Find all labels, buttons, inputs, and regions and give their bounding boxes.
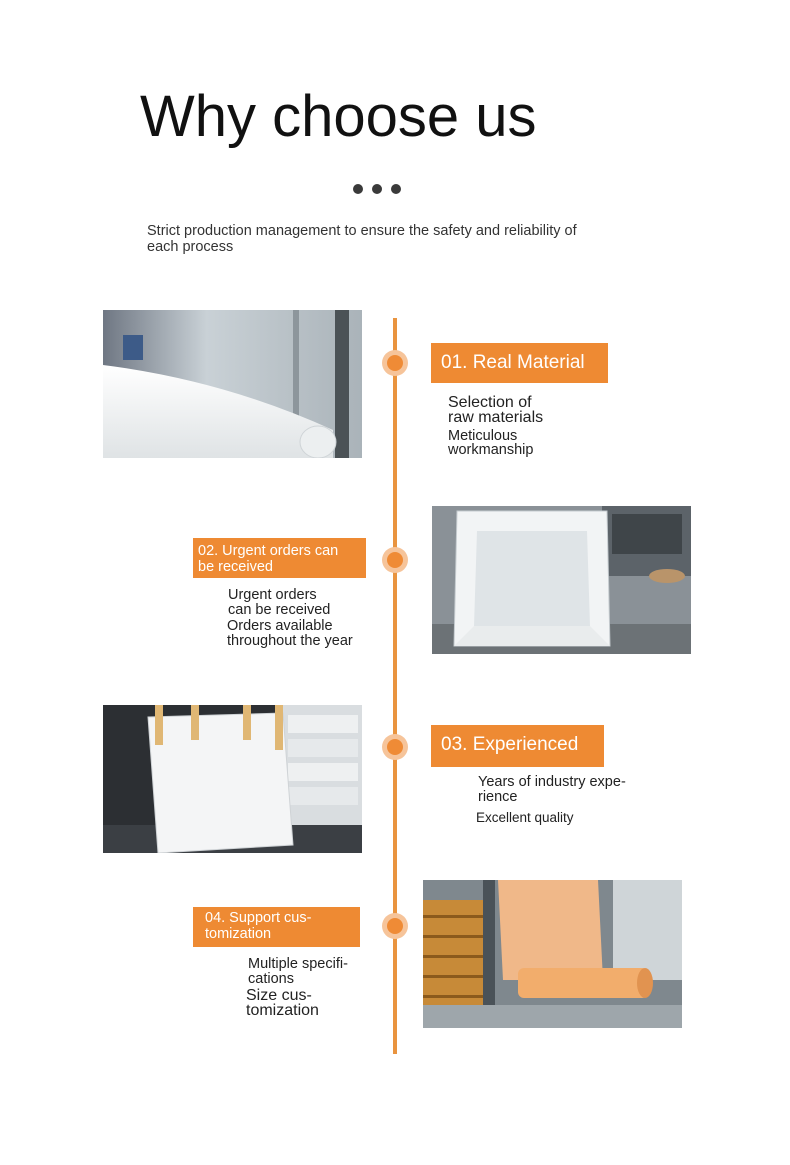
container-liner-photo	[432, 506, 691, 654]
fabric-roll-photo	[103, 310, 362, 458]
decorative-dots	[353, 184, 401, 194]
step-3-description: Years of industry expe- rience Excellent quality	[476, 774, 626, 825]
step-4-label: 04. Support cus- tomization	[193, 907, 360, 947]
step-3-label: 03. Experienced	[431, 725, 604, 767]
step-1-description: Selection of raw materials Meticulous workmanship	[448, 394, 544, 458]
bulk-bag-photo	[103, 705, 362, 853]
orange-fabric-factory-photo	[423, 880, 682, 1028]
timeline-node-1	[382, 350, 408, 376]
step-2-description: Urgent orders can be received Orders available throughout the year	[227, 587, 353, 649]
timeline-node-4	[382, 913, 408, 939]
step-1-label: 01. Real Material	[431, 343, 608, 383]
page-subtitle: Strict production management to ensure the safety and reliability of each process	[147, 223, 577, 255]
page-title: Why choose us	[140, 84, 537, 149]
timeline-node-2	[382, 547, 408, 573]
step-4-description: Multiple specifi- cations Size cus- tomization	[246, 956, 348, 1019]
timeline-line	[393, 318, 397, 1054]
step-2-label: 02. Urgent orders can be received	[193, 538, 366, 578]
timeline-node-3	[382, 734, 408, 760]
